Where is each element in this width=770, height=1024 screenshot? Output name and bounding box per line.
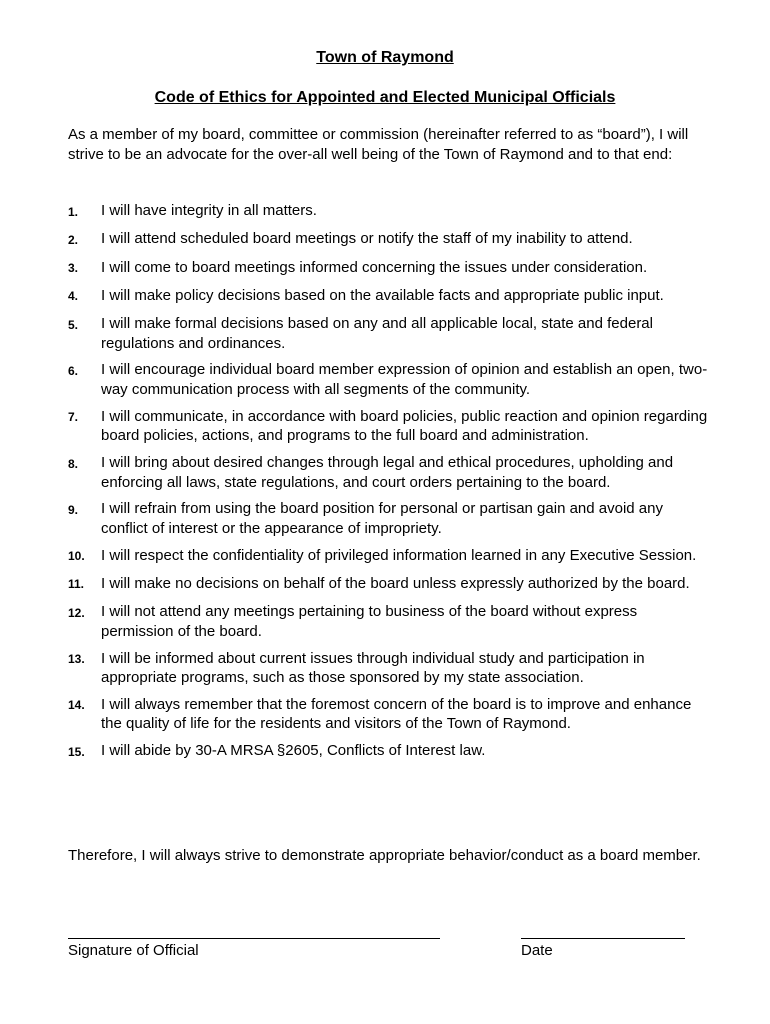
list-item-number: 9. — [68, 502, 79, 517]
list-item — [68, 201, 708, 222]
list-item-number: 6. — [68, 363, 79, 378]
list-item — [68, 546, 708, 567]
list-item-text: I will abide by 30-A MRSA §2605, Conflicts of Interest law. — [101, 742, 486, 760]
list-item — [68, 741, 708, 762]
list-item-number: 10. — [68, 549, 85, 564]
list-item — [68, 407, 708, 446]
list-item-text: I will make policy decisions based on the available facts and appropriate public input. — [101, 286, 664, 304]
signature-line[interactable] — [68, 938, 440, 939]
list-item-text: I will make no decisions on behalf of the board unless expressly authorized by the board. — [101, 574, 690, 592]
list-item — [68, 499, 708, 538]
list-item-text: I will be informed about current issues through individual study and participation in appropriate programs, such as those sponsored by my state association. — [101, 649, 645, 687]
document-title: Code of Ethics for Appointed and Elected Municipal Officials — [154, 89, 616, 106]
list-item — [68, 602, 708, 641]
list-item-text: I will come to board meetings informed concerning the issues under consideration. — [101, 258, 648, 276]
list-item-number: 1. — [68, 204, 79, 219]
list-item-text: I will communicate, in accordance with board policies, public reaction and opinion regarding board policies, actions, and programs to the full board and administration. — [101, 407, 708, 445]
list-item-number: 13. — [68, 652, 85, 667]
document-town-title: Town of Raymond — [316, 49, 454, 66]
list-item-number: 15. — [68, 744, 85, 759]
date-label: Date — [521, 942, 553, 959]
ethics-list — [68, 201, 708, 769]
list-item — [68, 695, 708, 734]
list-item-number: 2. — [68, 232, 79, 247]
intro-paragraph: As a member of my board, committee or commission (hereinafter referred to as “board”), I will strive to be an advocate for the over-all well being of the Town of Raymond and to that end: — [68, 126, 689, 163]
list-item-text: I will make formal decisions based on any and all applicable local, state and federal regulations and ordinances. — [101, 315, 653, 352]
signature-label: Signature of Official — [68, 942, 199, 959]
list-item-text: I will bring about desired changes through legal and ethical procedures, upholding and enforcing all laws, state regulations, and court orders pertaining to the board. — [101, 454, 674, 491]
list-item-number: 7. — [68, 410, 79, 425]
list-item-number: 14. — [68, 698, 85, 713]
list-item-number: 12. — [68, 605, 85, 620]
list-item-text: I will encourage individual board member expression of opinion and establish an open, two-way communication process with all segments of the community. — [101, 361, 708, 398]
list-item-text: I will always remember that the foremost concern of the board is to improve and enhance the quality of life for the residents and visitors of the Town of Raymond. — [101, 695, 692, 733]
list-item — [68, 649, 708, 688]
list-item-number: 8. — [68, 456, 79, 471]
list-item-number: 3. — [68, 261, 79, 276]
list-item — [68, 314, 708, 353]
list-item-number: 5. — [68, 317, 79, 332]
list-item — [68, 286, 708, 307]
list-item-number: 11. — [68, 577, 85, 592]
list-item-number: 4. — [68, 289, 79, 304]
list-item — [68, 229, 708, 250]
list-item-text: I will attend scheduled board meetings or notify the staff of my inability to attend. — [101, 230, 633, 248]
list-item — [68, 574, 708, 595]
list-item-text: I will not attend any meetings pertaining to business of the board without express permission of the board. — [101, 603, 638, 640]
list-item — [68, 453, 708, 492]
list-item-text: I will refrain from using the board position for personal or partisan gain and avoid any conflict of interest or the appearance of impropriety. — [101, 500, 663, 537]
list-item-text: I will have integrity in all matters. — [101, 202, 317, 219]
list-item — [68, 360, 708, 399]
date-line[interactable] — [521, 938, 685, 939]
list-item-text: I will respect the confidentiality of privileged information learned in any Executive Session. — [101, 546, 697, 564]
list-item — [68, 258, 708, 279]
closing-paragraph: Therefore, I will always strive to demonstrate appropriate behavior/conduct as a board member. — [68, 847, 701, 864]
